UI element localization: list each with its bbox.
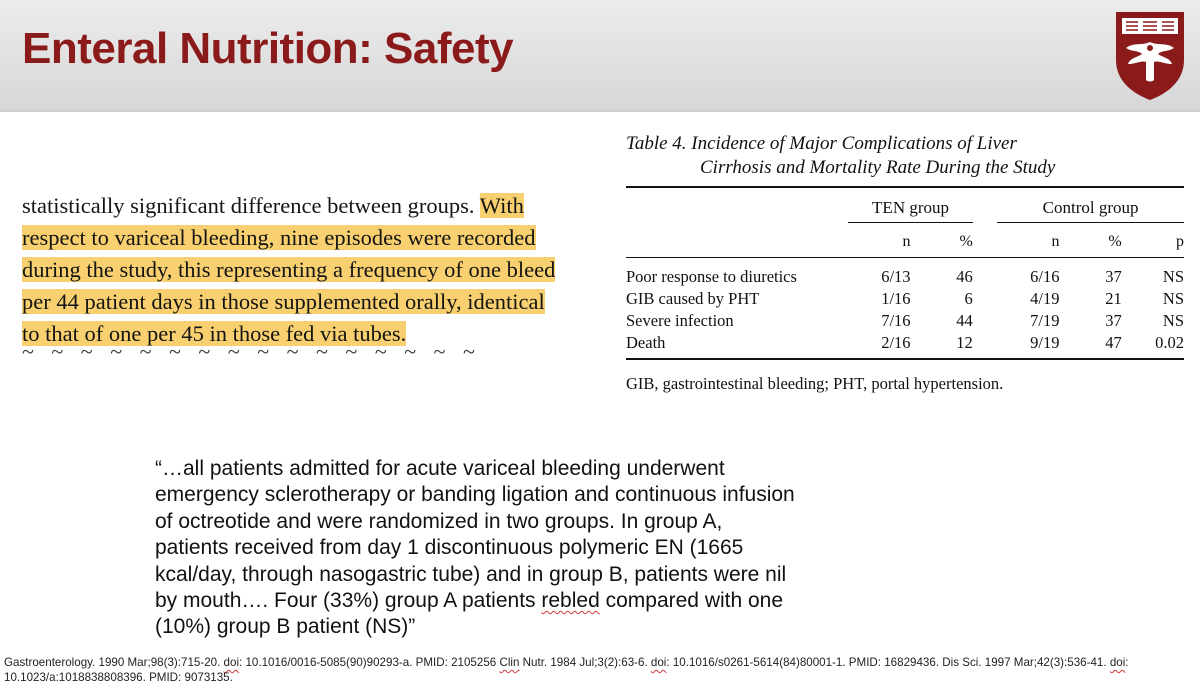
control-group-header: Control group [997, 188, 1184, 223]
quote-line: of octreotide and were randomized in two groups. In group A, [155, 509, 723, 533]
row-label: GIB caused by PHT [626, 289, 760, 308]
spellcheck-flagged-word: rebled [541, 589, 600, 613]
spellcheck-flagged-word: doi [650, 656, 667, 669]
table-footnote: GIB, gastrointestinal bleeding; PHT, portal hypertension. [626, 374, 1004, 393]
excerpt-highlighted-text: to that of one per 45 in those fed via tubes. [22, 321, 407, 346]
university-crest-logo [1112, 8, 1188, 102]
control-n-cell: 6/16 [1030, 267, 1060, 286]
quote-text: by mouth…. Four (33%) group A patients [155, 589, 542, 613]
citation-text: Gastroenterology. 1990 Mar;98(3):715-20. [4, 656, 224, 669]
citation-text: Nutr. 1984 Jul;3(2):63-6. [519, 656, 651, 669]
quote-line: patients received from day 1 discontinuous polymeric EN (1665 [155, 536, 744, 560]
p-value-cell: NS [1162, 311, 1184, 330]
row-label: Poor response to diuretics [626, 267, 797, 286]
table-caption [626, 132, 1184, 180]
excerpt-line [22, 286, 612, 318]
slide-title: Enteral Nutrition: Safety [22, 24, 514, 73]
table-row [626, 258, 1184, 288]
complications-table-figure [626, 132, 1184, 394]
control-percent-cell: 47 [1105, 333, 1122, 352]
complications-table [626, 188, 1184, 358]
control-n-cell: 7/19 [1030, 311, 1060, 330]
ten-percent-cell: 46 [956, 267, 973, 286]
excerpt-line [22, 254, 612, 286]
ten-group-header: TEN group [848, 188, 972, 223]
p-value-cell: NS [1162, 267, 1184, 286]
quote-line: “…all patients admitted for acute variceal bleeding underwent [155, 457, 725, 480]
ten-percent-cell: 6 [964, 289, 973, 308]
p-value-header: p [1176, 233, 1184, 250]
quote-line: (10%) group B patient (NS)” [155, 615, 416, 639]
table-caption-line-2: Cirrhosis and Mortality Rate During the Study [700, 157, 1056, 178]
citation-text: : 10.1023/a:1018838808396. PMID: 9073135. [4, 656, 1129, 684]
quote-text: compared with one [599, 589, 784, 613]
quote-line [155, 588, 955, 614]
citation-text: : 10.1016/s0261-5614(84)80001-1. PMID: 16829436. Dis Sci. 1997 Mar;42(3):536-41. [666, 656, 1110, 669]
spellcheck-flagged-word: doi [223, 656, 240, 669]
table-subheader-row [626, 223, 1184, 258]
spellcheck-flagged-word: Clin [499, 656, 520, 669]
control-percent-cell: 21 [1105, 289, 1122, 308]
control-percent-cell: 37 [1105, 267, 1122, 286]
ten-percent-cell: 44 [956, 311, 973, 330]
table-row [626, 310, 1184, 332]
citation-text: : 10.1016/0016-5085(90)90293-a. PMID: 2105256 [239, 656, 500, 669]
row-label: Severe infection [626, 311, 734, 330]
excerpt-line [22, 190, 612, 222]
table-caption-line-1: Table 4. Incidence of Major Complications of Liver [626, 133, 1017, 154]
ten-n-cell: 7/16 [881, 311, 911, 330]
excerpt-highlighted-text: during the study, this representing a frequency of one bleed [22, 257, 556, 282]
excerpt-highlighted-text: respect to variceal bleeding, nine episodes were recorded [22, 225, 536, 250]
ten-percent-header: % [959, 233, 973, 250]
ten-n-cell: 2/16 [881, 333, 911, 352]
p-value-cell: NS [1162, 289, 1184, 308]
cropped-text-fragment: ~ ~ ~ ~ ~ ~ ~ ~ ~ ~ ~ ~ ~ ~ ~ ~ [22, 339, 481, 364]
p-value-cell: 0.02 [1155, 333, 1184, 352]
spellcheck-flagged-word: doi [1109, 656, 1126, 669]
table-bottom-rule [626, 358, 1184, 360]
excerpt-highlighted-text: per 44 patient days in those supplemented orally, identical [22, 289, 545, 314]
ten-n-cell: 6/13 [881, 267, 911, 286]
ten-n-header: n [902, 233, 911, 250]
references-footer [4, 656, 1196, 685]
control-n-cell: 4/19 [1030, 289, 1060, 308]
table-row [626, 288, 1184, 310]
control-n-header: n [1051, 233, 1060, 250]
highlighted-excerpt [22, 190, 612, 364]
table-group-header-row [626, 188, 1184, 223]
quote-line: emergency sclerotherapy or banding ligation and continuous infusion [155, 483, 795, 507]
ten-n-cell: 1/16 [881, 289, 911, 308]
quote-line: kcal/day, through nasogastric tube) and in group B, patients were nil [155, 562, 787, 586]
excerpt-line [22, 222, 612, 254]
table-row [626, 332, 1184, 358]
control-n-cell: 9/19 [1030, 333, 1060, 352]
study-quote [155, 456, 955, 641]
excerpt-plain-text: statistically significant difference between groups. [22, 193, 480, 218]
row-label: Death [626, 333, 666, 352]
control-percent-header: % [1108, 233, 1122, 250]
ten-percent-cell: 12 [956, 333, 973, 352]
excerpt-highlighted-text: With [479, 193, 524, 218]
control-percent-cell: 37 [1105, 311, 1122, 330]
slide-header [0, 0, 1200, 112]
